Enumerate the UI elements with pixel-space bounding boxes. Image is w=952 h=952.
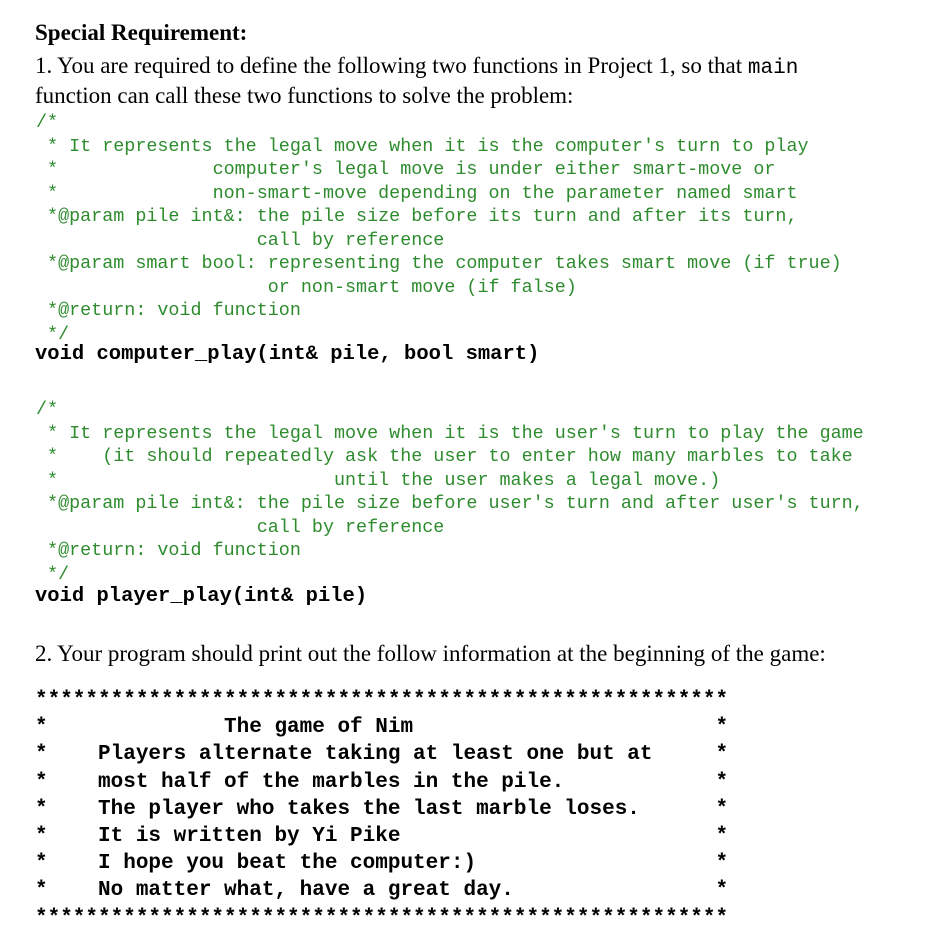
comment-line: * It represents the legal move when it is the computer's turn to play <box>36 135 809 157</box>
section-heading: Special Requirement: <box>35 20 248 45</box>
comment-line: or non-smart move (if false) <box>36 276 577 298</box>
banner-line: ******************************************************* <box>35 906 729 930</box>
comment-line: */ <box>36 323 70 345</box>
comment-line: * (it should repeatedly ask the user to enter how many marbles to take <box>36 446 853 467</box>
player-play-doc-comment <box>36 398 864 586</box>
banner-line: * The player who takes the last marble loses. * <box>35 797 729 821</box>
banner-line: * Players alternate taking at least one but at * <box>35 743 729 767</box>
comment-line: *@param smart bool: representing the computer takes smart move (if true) <box>36 253 842 274</box>
comment-line: * computer's legal move is under either smart-move or <box>36 159 776 180</box>
game-banner <box>35 687 728 932</box>
computer-play-signature: void computer_play(int& pile, bool smart) <box>35 343 540 366</box>
banner-line: * It is written by Yi Pike * <box>35 825 729 849</box>
requirement-1-line-1 <box>35 53 798 80</box>
banner-line: * No matter what, have a great day. * <box>35 879 729 903</box>
banner-line: * most half of the marbles in the pile. * <box>35 770 729 794</box>
requirement-2-text: 2. Your program should print out the follow information at the beginning of the game: <box>35 641 826 666</box>
comment-line: call by reference <box>36 516 445 538</box>
comment-line: *@return: void function <box>36 540 301 561</box>
requirement-1-text: 1. You are required to define the following two functions in Project 1, so that <box>35 53 743 78</box>
banner-line: * The game of Nim * <box>35 716 729 740</box>
banner-line: ******************************************************* <box>35 689 729 712</box>
banner-line: * I hope you beat the computer:) * <box>35 852 729 876</box>
comment-line: * non-smart-move depending on the parameter named smart <box>36 182 798 204</box>
inline-code-main: main <box>747 57 799 80</box>
comment-line: *@return: void function <box>36 300 301 321</box>
requirement-1-line-2: function can call these two functions to solve the problem: <box>35 83 574 108</box>
comment-line: * until the user makes a legal move.) <box>36 469 721 491</box>
comment-line: call by reference <box>36 229 445 251</box>
player-play-signature: void player_play(int& pile) <box>35 585 368 608</box>
comment-line: * It represents the legal move when it is the user's turn to play the game <box>36 422 864 444</box>
comment-line: */ <box>36 563 70 585</box>
comment-line: *@param pile int&: the pile size before user's turn and after user's turn, <box>36 493 864 514</box>
comment-line: /* <box>36 399 59 420</box>
comment-line: /* <box>36 112 59 133</box>
computer-play-doc-comment <box>36 111 842 346</box>
comment-line: *@param pile int&: the pile size before its turn and after its turn, <box>36 206 798 227</box>
